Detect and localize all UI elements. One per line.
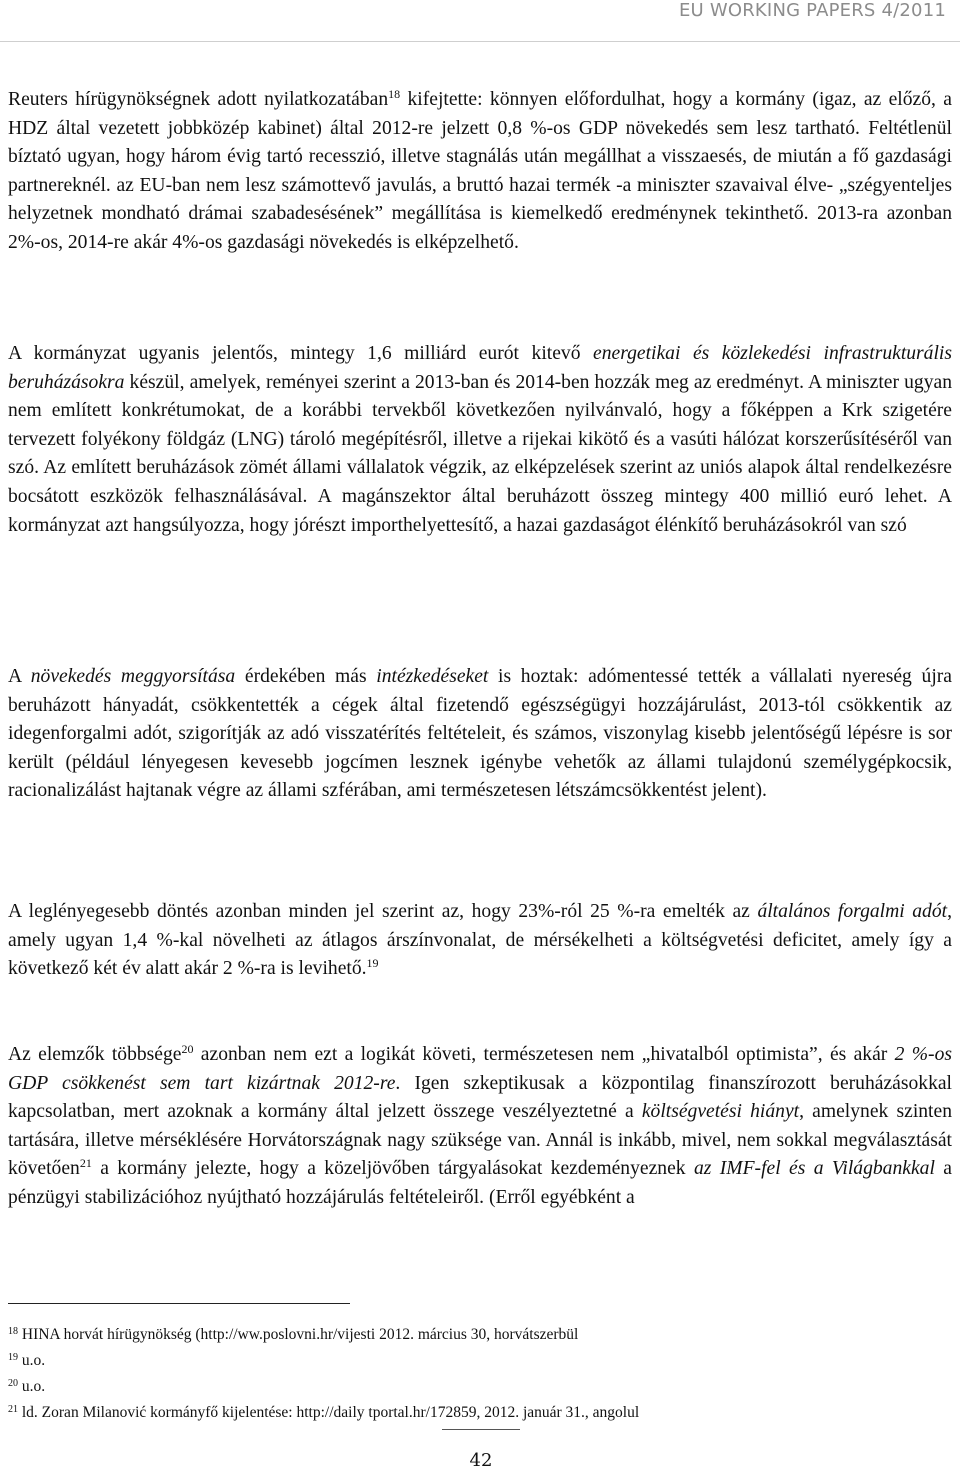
footnote-text: HINA horvát hírügynökség (http://ww.poslovni.hr/vijesti 2012. március 30, horvátszerbül (18, 1326, 579, 1343)
footnote (8, 1348, 952, 1374)
text: A (8, 666, 31, 687)
para-block-1 (8, 86, 952, 258)
footnote-ref[interactable]: 21 (79, 1156, 92, 1171)
para-block-2 (8, 340, 952, 540)
footnote-number: 21 (8, 1404, 18, 1415)
paragraph (8, 86, 952, 258)
footnotes (8, 1322, 952, 1426)
text: a kormány jelezte, hogy a közeljövőben tárgyalásokat kezdeményeznek (91, 1158, 694, 1180)
italic-text: költségvetési hiányt (641, 1101, 800, 1123)
header-divider (0, 41, 960, 42)
text: kifejtette: könnyen előfordulhat, hogy a kormány (igaz, az előző, a HDZ által vezetett jobbközép kabinet) által 2012-re jelzett 0,8 %-os GDP növekedés sem lesz tartható. Feltétlenül bíztató ugyan, hogy három évig tartó recesszió, illetve stagnálás után megállhat a visszaesés, de miután a fő gazdasági partnereknél. az EU-ban nem lesz számottevő javulás, a bruttó hazai termék -a miniszter szavaival élve- „szégyenteljes helyzetnek mondható drámai szabadesésének” megállítása is kiemelkedő eredménynek tekinthető. 2013-ra azonban 2%-os, 2014-re akár 4%-os gazdasági növekedés is elképzelhető. (8, 89, 952, 253)
footnote-text: ld. Zoran Milanović kormányfő kijelentése: http://daily tportal.hr/172859, 2012. január 31., angolul (18, 1404, 640, 1421)
italic-text: 2 %-os GDP csökkenést sem tart kizártnak 2012-re (8, 1044, 953, 1094)
footnote-number: 18 (8, 1326, 18, 1337)
text: , amely ugyan 1,4 %-kal növelheti az átlagos árszínvonalat, de mérsékelheti a költségvetési deficitet, amely így a következő két év alatt akár 2 %-ra is levihető. (8, 901, 953, 980)
footnote (8, 1322, 952, 1348)
text: A kormányzat ugyanis jelentős, mintegy 1,6 milliárd eurót kitevő (8, 343, 594, 364)
para-block-3 (8, 663, 952, 806)
italic-text: növekedés meggyorsítása (30, 666, 236, 687)
footnote-number: 19 (8, 1352, 18, 1363)
text: készül, amelyek, reményei szerint a 2013-ban és 2014-ben hozzák meg az eredményt. A miniszter ugyan nem említett konkrétumokat, de a korábbi tervekből következően nyilvánvaló, hogy a főképpen a Krk szigetére tervezett folyékony földgáz (LNG) tároló megépítésről, illetve a rijekai kikötő és a vasúti hálózat korszerűsítéséről van szó. Az említett beruházások zömét állami vállalatok végzik, az elképzelések szerint az uniós alapok által rendelkezésre bocsátott eszközök felhasználásával. A magánszektor által beruházott összeg mintegy 400 millió euró lehet. A kormányzat azt hangsúlyozza, hogy jórészt importhelyettesítő, a hazai gazdaságot élénkítő beruházásokról van szó (8, 371, 952, 536)
italic-text: általános forgalmi adót (757, 901, 948, 922)
footnote-ref[interactable]: 20 (181, 1042, 194, 1056)
paragraph (8, 898, 952, 984)
italic-text: az IMF-fel és a Világbankkal (693, 1158, 935, 1180)
footnote-text: u.o. (18, 1352, 46, 1369)
para-block-5 (8, 1041, 952, 1213)
paragraph (8, 663, 952, 806)
footnote-text: u.o. (18, 1378, 46, 1395)
footnote-separator (8, 1303, 350, 1304)
footnote (8, 1374, 952, 1400)
page-number-rule (442, 1429, 520, 1430)
text: . Igen szkeptikusak a központilag finanszírozott beruházásokkal kapcsolatban, mert azoknak a kormány által jelzett összege veszélyeztetné a (8, 1072, 953, 1123)
page-number: 42 (469, 1450, 493, 1471)
footnote (8, 1400, 952, 1426)
text: Az elemzők többsége (8, 1044, 182, 1065)
paragraph (8, 340, 952, 540)
footnote-ref[interactable]: 19 (366, 956, 379, 971)
italic-text: intézkedéseket (376, 666, 489, 687)
running-header: EU WORKING PAPERS 4/2011 (678, 0, 946, 21)
footnote-number: 20 (8, 1378, 18, 1389)
text: Reuters hírügynökségnek adott nyilatkozatában (8, 89, 389, 110)
para-block-4 (8, 898, 952, 984)
paragraph (8, 1041, 952, 1213)
text: azonban nem ezt a logikát követi, természetesen nem „hivatalból optimista”, és akár (193, 1044, 895, 1065)
text: a pénzügyi stabilizációhoz nyújtható hozzájárulás feltételeiről. (Erről egyébként a (8, 1158, 952, 1208)
text: , amelynek szinten tartására, illetve mérséklésére Horvátországnak nagy szüksége van. Annál is inkább, mivel, nem sokkal megválasztását követően (8, 1101, 952, 1180)
text: A leglényegesebb döntés azonban minden jel szerint az, hogy 23%-ról 25 %-ra emelték az (8, 901, 758, 922)
italic-text: energetikai és közlekedési infrastrukturális beruházásokra (8, 343, 952, 393)
text: is hoztak: adómentessé tették a vállalati nyereség újra beruházott hányadát, csökkentették a cégek által fizetendő egészségügyi hozzájárulást, 2013-tól csökkentik az idegenforgalmi adót, szigorítják az adó visszatérítés feltételeit, és számos, viszonylag kisebb jelentőségű lépésre is sor került (például lényegesen kevesebb jogcímen lesznek igénybe vehetők az állami tulajdonú személygépkocsik, racionalizálást hajtanak végre az állami szférában, ami természetesen létszámcsökkentést jelent). (8, 666, 952, 802)
footnote-ref[interactable]: 18 (388, 87, 401, 101)
text: érdekében más (235, 666, 377, 687)
